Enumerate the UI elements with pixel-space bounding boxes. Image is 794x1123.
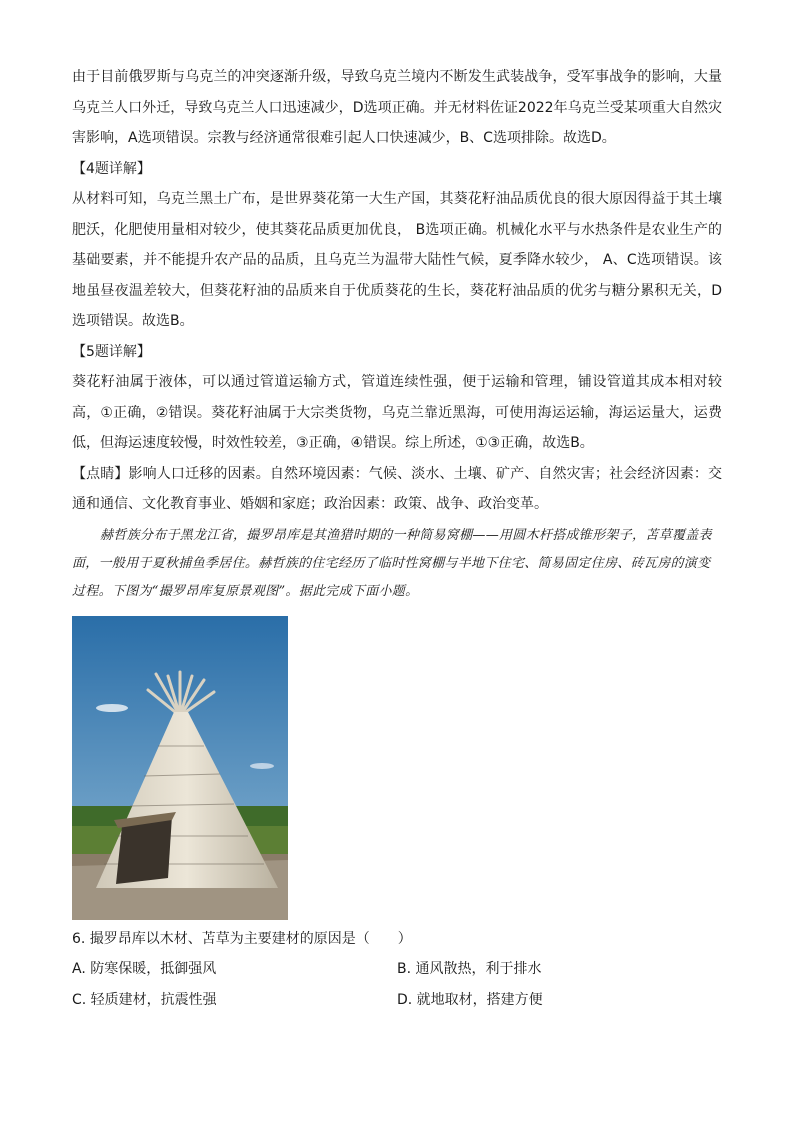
question5-explanation: 葵花籽油属于液体，可以通过管道运输方式，管道连续性强，便于运输和管理，铺设管道其成本相对较高，①正确，②错误。葵花籽油属于大宗类货物，乌克兰靠近黑海，可使用海运运输，海运运量大，运费低，但海运速度较慢，时效性较差，③正确，④错误。综上所述，①③正确，故选B。: [72, 374, 722, 451]
option-b[interactable]: B. 通风散热，利于排水: [397, 961, 542, 977]
tent-photo: [72, 616, 288, 920]
material-passage: 赫哲族分布于黑龙江省，撮罗昂库是其渔猎时期的一种简易窝棚——用圆木杆搭成锥形架子，苫草覆盖表面，一般用于夏秋捕鱼季居住。赫哲族的住宅经历了临时性窝棚与半地下住宅、简易固定住房、砖瓦房的演变过程。下图为“撮罗昂库复原景观图”。据此完成下面小题。: [72, 527, 712, 599]
question5-header: 【5题详解】: [72, 343, 151, 360]
question6-stem: 6. 撮罗昂库以木材、苫草为主要建材的原因是（ ）: [72, 930, 412, 947]
question6-options: [72, 954, 722, 1015]
option-a[interactable]: A. 防寒保暖，抵御强风: [72, 961, 217, 977]
key-point-note: 【点睛】影响人口迁移的因素。自然环境因素：气候、淡水、土壤、矿产、自然灾害；社会经济因素：交通和通信、文化教育事业、婚姻和家庭；政治因素：政策、战争、政治变革。: [72, 465, 722, 512]
document-page: [72, 62, 722, 1015]
option-d[interactable]: D. 就地取材，搭建方便: [397, 991, 543, 1008]
question4-explanation: 从材料可知，乌克兰黑土广布，是世界葵花第一大生产国，其葵花籽油品质优良的很大原因得益于其土壤肥沃，化肥使用量相对较少，使其葵花品质更加优良， B选项正确。机械化水平与水热条件是农业生产的基础要素，并不能提升农产品的品质，且乌克兰为温带大陆性气候，夏季降水较少， A、C选项错误。该地虽昼夜温差较大，但葵花籽油的品质来自于优质葵花的生长，葵花籽油品质的优劣与糖分累积无关，D选项错误。故选B。: [72, 191, 722, 329]
question4-header: 【4题详解】: [72, 160, 151, 177]
question3-explanation: 由于目前俄罗斯与乌克兰的冲突逐渐升级，导致乌克兰境内不断发生武装战争，受军事战争的影响，大量乌克兰人口外迁，导致乌克兰人口迅速减少，D选项正确。并无材料佐证2022年乌克兰受某项重大自然灾害影响，A选项错误。宗教与经济通常很难引起人口快速减少，B、C选项排除。故选D。: [72, 69, 722, 146]
option-c[interactable]: C. 轻质建材，抗震性强: [72, 991, 217, 1008]
